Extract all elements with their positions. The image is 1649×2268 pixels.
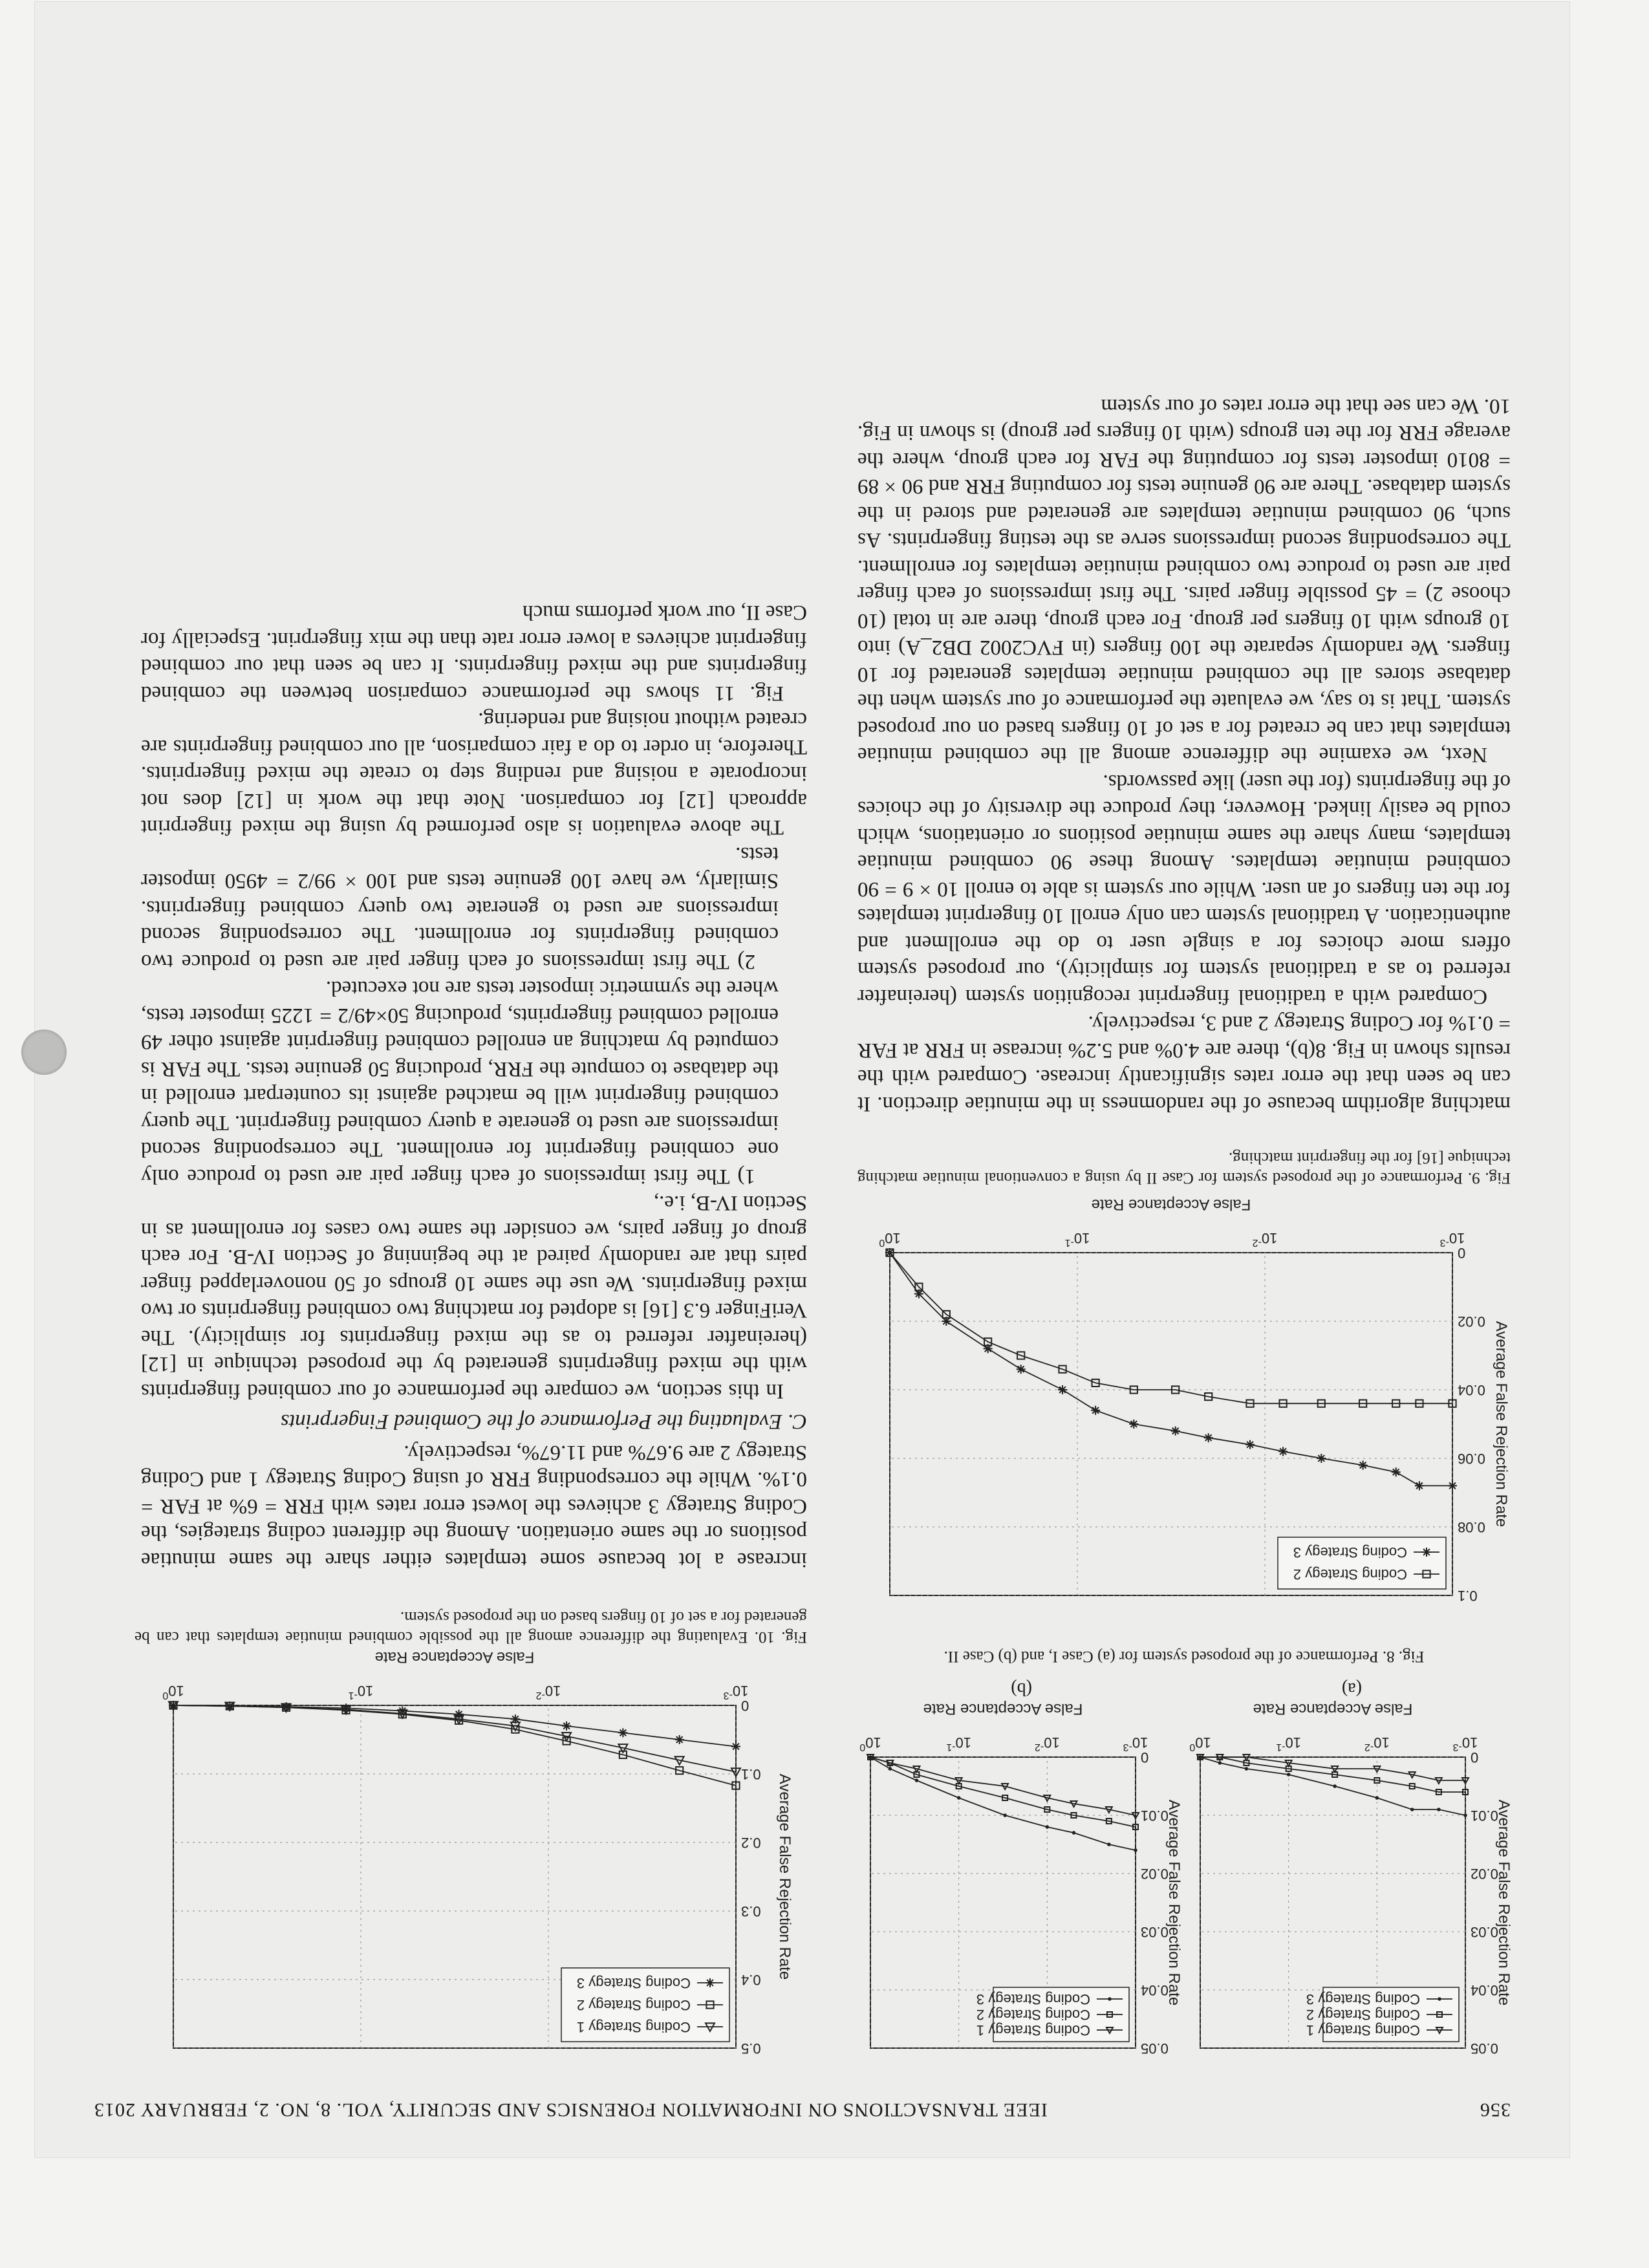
y-tick-label: 0.2 [741, 1835, 761, 1851]
legend [976, 1987, 1129, 2042]
y-tick-label: 0.04 [1141, 1982, 1169, 1998]
paragraph: matching algorithm because of the randomness in the minutiae direction. It can be seen that the error rates significantly increase. Compared with the results shown in Fig. 8(b), there are 4.0% and 5.2% increase in FRR at FAR = 0.1% for Coding Strategy 2 and 3, respectively. [857, 1011, 1511, 1116]
data-point [957, 1796, 961, 1800]
y-tick-label: 0.08 [1458, 1519, 1485, 1535]
paragraph: The above evaluation is also performed by using the mixed fingerprint approach [12] for comparison. Note that the work in [12] does not incorporate a noising and rending step to create the mixed fingerprints. Therefore, in order to do a fair comparison, all our combined fingerprints are created without noising and rendering. [141, 708, 807, 839]
y-tick-label: 0.1 [1458, 1588, 1478, 1604]
journal-title: IEEE TRANSACTIONS ON INFORMATION FORENSICS AND SECURITY, VOL. 8, NO. 2, FEBRUARY 2013 [94, 2099, 1048, 2121]
data-point [1171, 1427, 1180, 1436]
data-point [731, 1742, 740, 1751]
data-point [1245, 1767, 1249, 1771]
chart-fig8b [857, 1699, 1181, 2061]
y-tick-label: 0 [741, 1698, 749, 1714]
list-item: 2) The first impressions of each finger pair are used to produce two combined fingerprints for enrollment. The corresponding second impressions are used to generate two query combined fingerprints. Similarly, we have 100 genuine tests and 100 × 99/2 = 4950 imposter tests. [141, 843, 779, 973]
y-tick-label: 0.01 [1471, 1808, 1498, 1824]
legend-label: Coding Strategy 3 [1306, 1991, 1420, 2007]
data-point [398, 1706, 407, 1715]
x-tick-label: $10^{-1}$ [1276, 1734, 1302, 1753]
data-point [1437, 1808, 1441, 1811]
y-tick-label: 0.4 [741, 1972, 761, 1988]
x-tick-label: $10^{-1}$ [946, 1734, 972, 1753]
legend [1306, 1987, 1459, 2042]
y-tick-label: 0.02 [1458, 1313, 1485, 1330]
legend-label: Coding Strategy 1 [576, 2019, 691, 2035]
series-line [890, 1253, 1452, 1485]
chart-fig8a [1187, 1699, 1511, 2061]
left-column [857, 393, 1511, 1118]
series-0 [169, 1701, 740, 1776]
y-tick-label: 0.05 [1471, 2040, 1498, 2057]
journal-page [34, 1, 1570, 2158]
data-point [1072, 1831, 1076, 1835]
data-point [1245, 1440, 1255, 1449]
x-tick-label: $10^{-3}$ [723, 1683, 749, 1701]
series-line [173, 1705, 736, 1786]
series-line [890, 1253, 1452, 1403]
legend [561, 1968, 729, 2042]
series-2 [868, 1755, 1137, 1852]
x-tick-label: $10^{-1}$ [348, 1683, 374, 1701]
data-point [1046, 1825, 1050, 1829]
y-tick-label: 0.3 [741, 1903, 761, 1919]
y-tick-label: 0 [1471, 1749, 1479, 1766]
legend-label: Coding Strategy 2 [1293, 1566, 1407, 1582]
paragraph: Fig. 11 shows the performance comparison between the combined fingerprints and the mixed fingerprints. It can be seen that our combined fingerprint achieves a lower error rate than the mix fingerprint. Especially for Case II, our work performs much [141, 601, 807, 705]
series-2 [1198, 1755, 1467, 1817]
figure-9 [857, 1130, 1511, 1608]
y-tick-label: 0 [1141, 1749, 1149, 1766]
legend [1278, 1537, 1446, 1589]
y-tick-label: 0.01 [1141, 1808, 1169, 1824]
chart-fig9 [864, 1194, 1511, 1608]
x-tick-label: $10^{-2}$ [1034, 1734, 1060, 1753]
series-0 [867, 1755, 1139, 1819]
data-point [1375, 1796, 1379, 1800]
fig9-caption: Fig. 9. Performance of the proposed system for Case II by using a conventional minutiae matching technique [16] for the fingerprint matching. [857, 1149, 1511, 1187]
y-tick-label: 0.04 [1458, 1382, 1485, 1398]
figure-10 [135, 1582, 807, 2061]
data-point [282, 1702, 291, 1711]
x-tick-label: $10^{-2}$ [535, 1683, 561, 1701]
x-axis-label: False Acceptance Rate [1091, 1196, 1251, 1213]
legend-marker [706, 1978, 715, 1987]
data-point [1463, 1813, 1467, 1817]
paragraph: In this section, we compare the performance of our combined fingerprints with the mixed fingerprints generated by the proposed technique in [12] (hereinafter referred to as the mixed fingerprints for simplicity). The VeriFinger 6.3 [16] is adopted for matching two combined fingerprints or two mixed fingerprints. We use the same 10 groups of 50 nonoverlapped finger pairs that are randomly paired at the beginning of Section IV-B. For each group of finger pairs, we consider the same two cases for enrollment as in Section IV-B, i.e., [141, 1191, 807, 1403]
y-axis-label: Average False Rejection Rate [776, 1773, 793, 1980]
data-point [225, 1701, 234, 1711]
paragraph: Next, we examine the difference among all the combined minutiae templates that can be created for a set of 10 fingers based on our proposed system. That is to say, we evaluate the performance of our system when the database stores all the combined minutiae templates generated for 10 fingers. We randomly separate the 100 fingers (in FVC2002 DB2_A) into 10 groups with 10 fingers per group. For each group, there are in total (10 choose 2) = 45 possible finger pairs. The first impressions of each finger pair are used to produce two combined minutiae templates for enrollment. The corresponding second impressions serve as the testing fingerprints. As such, 90 combined minutiae templates are generated and stored in the system database. There are 90 genuine tests for computing FRR and 90 × 89 = 8010 imposter tests for computing the FAR for each group, where the average FRR for the ten groups (with 10 fingers per group) is shown in Fig. 10. We can see that the error rates of our system [857, 394, 1511, 767]
data-point [1410, 1808, 1414, 1811]
right-column [141, 599, 807, 1573]
y-tick-label: 0.06 [1458, 1451, 1485, 1467]
x-tick-label: $10^0$ [859, 1734, 881, 1753]
data-point [562, 1722, 571, 1731]
data-point [889, 1767, 892, 1771]
data-point [1359, 1461, 1368, 1470]
series-line [173, 1705, 736, 1747]
fig10-caption: Fig. 10. Evaluating the difference among all the possible combined minutiae templates that can be generated for a set of 10 fingers based on the proposed system. [135, 1608, 807, 1646]
data-point [511, 1714, 520, 1723]
data-point [1333, 1784, 1337, 1788]
y-tick-label: 0.02 [1141, 1866, 1169, 1882]
data-point [675, 1735, 684, 1744]
legend-label: Coding Strategy 3 [976, 1991, 1090, 2007]
x-tick-label: $10^{-3}$ [1439, 1230, 1465, 1248]
legend-label: Coding Strategy 3 [576, 1975, 691, 1991]
data-point [885, 1248, 894, 1257]
paragraph: increase a lot because some templates either share the same minutiae positions or the same orientation. Among the different coding strategies, the Coding Strategy 3 achieves the lowest error rates with FRR = 6% at FAR = 0.1%. While the corresponding FRR of using Coding Strategy 1 and Coding Strategy 2 are 9.67% and 11.67%, respectively. [141, 1441, 807, 1571]
y-tick-label: 0.02 [1471, 1866, 1498, 1882]
y-tick-label: 0.5 [741, 2040, 761, 2057]
data-point [1392, 1467, 1401, 1476]
fig8-caption: Fig. 8. Performance of the proposed system for (a) Case I, and (b) Case II. [943, 1648, 1425, 1665]
punch-hole [21, 1030, 67, 1075]
data-point [868, 1755, 872, 1759]
section-heading: C. Evaluating the Performance of the Combined Fingerprints [281, 1410, 807, 1434]
x-tick-label: $10^{-1}$ [1064, 1230, 1090, 1248]
series-0 [886, 1249, 1456, 1407]
data-point [1204, 1433, 1213, 1442]
series-1 [885, 1248, 1457, 1490]
data-point [1129, 1420, 1138, 1429]
data-point [618, 1728, 627, 1737]
y-axis-label: Average False Rejection Rate [1165, 1799, 1183, 2006]
data-point [1218, 1761, 1222, 1765]
legend-marker [1422, 1548, 1431, 1557]
legend-label: Coding Strategy 2 [976, 2007, 1090, 2023]
x-tick-label: $10^0$ [1189, 1734, 1211, 1753]
paragraph: Compared with a traditional fingerprint recognition system (hereinafter referred to as a traditional system for simplicity), our proposed system offers more choices for a single user to do the enrollment and authentication. A traditional system can only enroll 10 fingerprint templates for the ten fingers of an user. While our system is able to enroll 10 × 9 = 90 combined minutiae templates. Among these 90 combined minutiae templates, many share the same minutiae positions or orientations, which could be easily linked. However, they produce the diversity of the choices of the fingerprints (for the user) like passwords. [857, 770, 1511, 1008]
legend-label: Coding Strategy 2 [1306, 2007, 1420, 2023]
data-point [1287, 1773, 1291, 1777]
x-tick-label: $10^{-3}$ [1452, 1734, 1478, 1753]
series-2 [169, 1701, 740, 1751]
data-point [1058, 1385, 1067, 1394]
figure-8 [857, 1634, 1511, 2061]
x-tick-label: $10^0$ [162, 1683, 184, 1701]
legend-label: Coding Strategy 2 [576, 1997, 691, 2013]
data-point [915, 1778, 919, 1782]
page-number: 356 [1480, 2099, 1511, 2121]
data-point [1278, 1447, 1288, 1456]
data-point [1198, 1755, 1202, 1759]
series-0 [1197, 1755, 1469, 1784]
y-tick-label: 0.05 [1141, 2040, 1169, 2057]
data-point [1134, 1848, 1137, 1852]
legend-marker [1438, 1997, 1441, 2001]
y-axis-label: Average False Rejection Rate [1493, 1321, 1510, 1528]
legend-label: Coding Strategy 1 [976, 2022, 1090, 2038]
x-tick-label: $10^{-2}$ [1364, 1734, 1390, 1753]
chart-fig10 [147, 1647, 794, 2061]
y-tick-label: 0 [1458, 1245, 1466, 1261]
x-axis-label: False Acceptance Rate [923, 1700, 1083, 1718]
subcaption-b: (b) [1011, 1679, 1032, 1699]
x-axis-label: False Acceptance Rate [374, 1648, 535, 1666]
legend-label: Coding Strategy 3 [1293, 1544, 1407, 1561]
y-tick-label: 0.1 [741, 1766, 761, 1782]
subcaption-a: (a) [1341, 1679, 1362, 1699]
data-point [1107, 1842, 1111, 1846]
data-point [1448, 1481, 1457, 1490]
y-tick-label: 0.03 [1471, 1924, 1498, 1940]
x-tick-label: $10^{-2}$ [1252, 1230, 1278, 1248]
x-axis-label: False Acceptance Rate [1253, 1700, 1413, 1718]
data-point [1017, 1365, 1026, 1374]
data-point [1003, 1813, 1007, 1817]
y-axis-label: Average False Rejection Rate [1495, 1799, 1513, 2006]
list-item: 1) The first impressions of each finger pair are used to produce only one combined fingerprint for enrollment. The corresponding second impressions are used to generate a query combined fingerprint. The query combined fingerprint will be matched against its counterpart enrolled in the database to compute the FRR, producing 50 genuine tests. The FAR is computed by matching an enrolled combined fingerprint against other 49 enrolled combined fingerprints, producing 50×49/2 = 1225 imposter tests, where the symmetric imposter tests are not executed. [141, 977, 779, 1188]
y-tick-label: 0.04 [1471, 1982, 1498, 1998]
data-point [169, 1701, 178, 1710]
x-tick-label: $10^{-3}$ [1123, 1734, 1148, 1753]
y-tick-label: 0.03 [1141, 1924, 1169, 1940]
data-point [1317, 1454, 1326, 1463]
series-line [870, 1757, 1136, 1850]
data-point [1415, 1481, 1424, 1490]
legend-label: Coding Strategy 1 [1306, 2022, 1420, 2038]
x-tick-label: $10^0$ [879, 1230, 901, 1248]
series-1 [868, 1755, 1138, 1830]
legend-marker [1108, 1997, 1112, 2001]
series-1 [1198, 1755, 1468, 1795]
data-point [1091, 1406, 1100, 1415]
